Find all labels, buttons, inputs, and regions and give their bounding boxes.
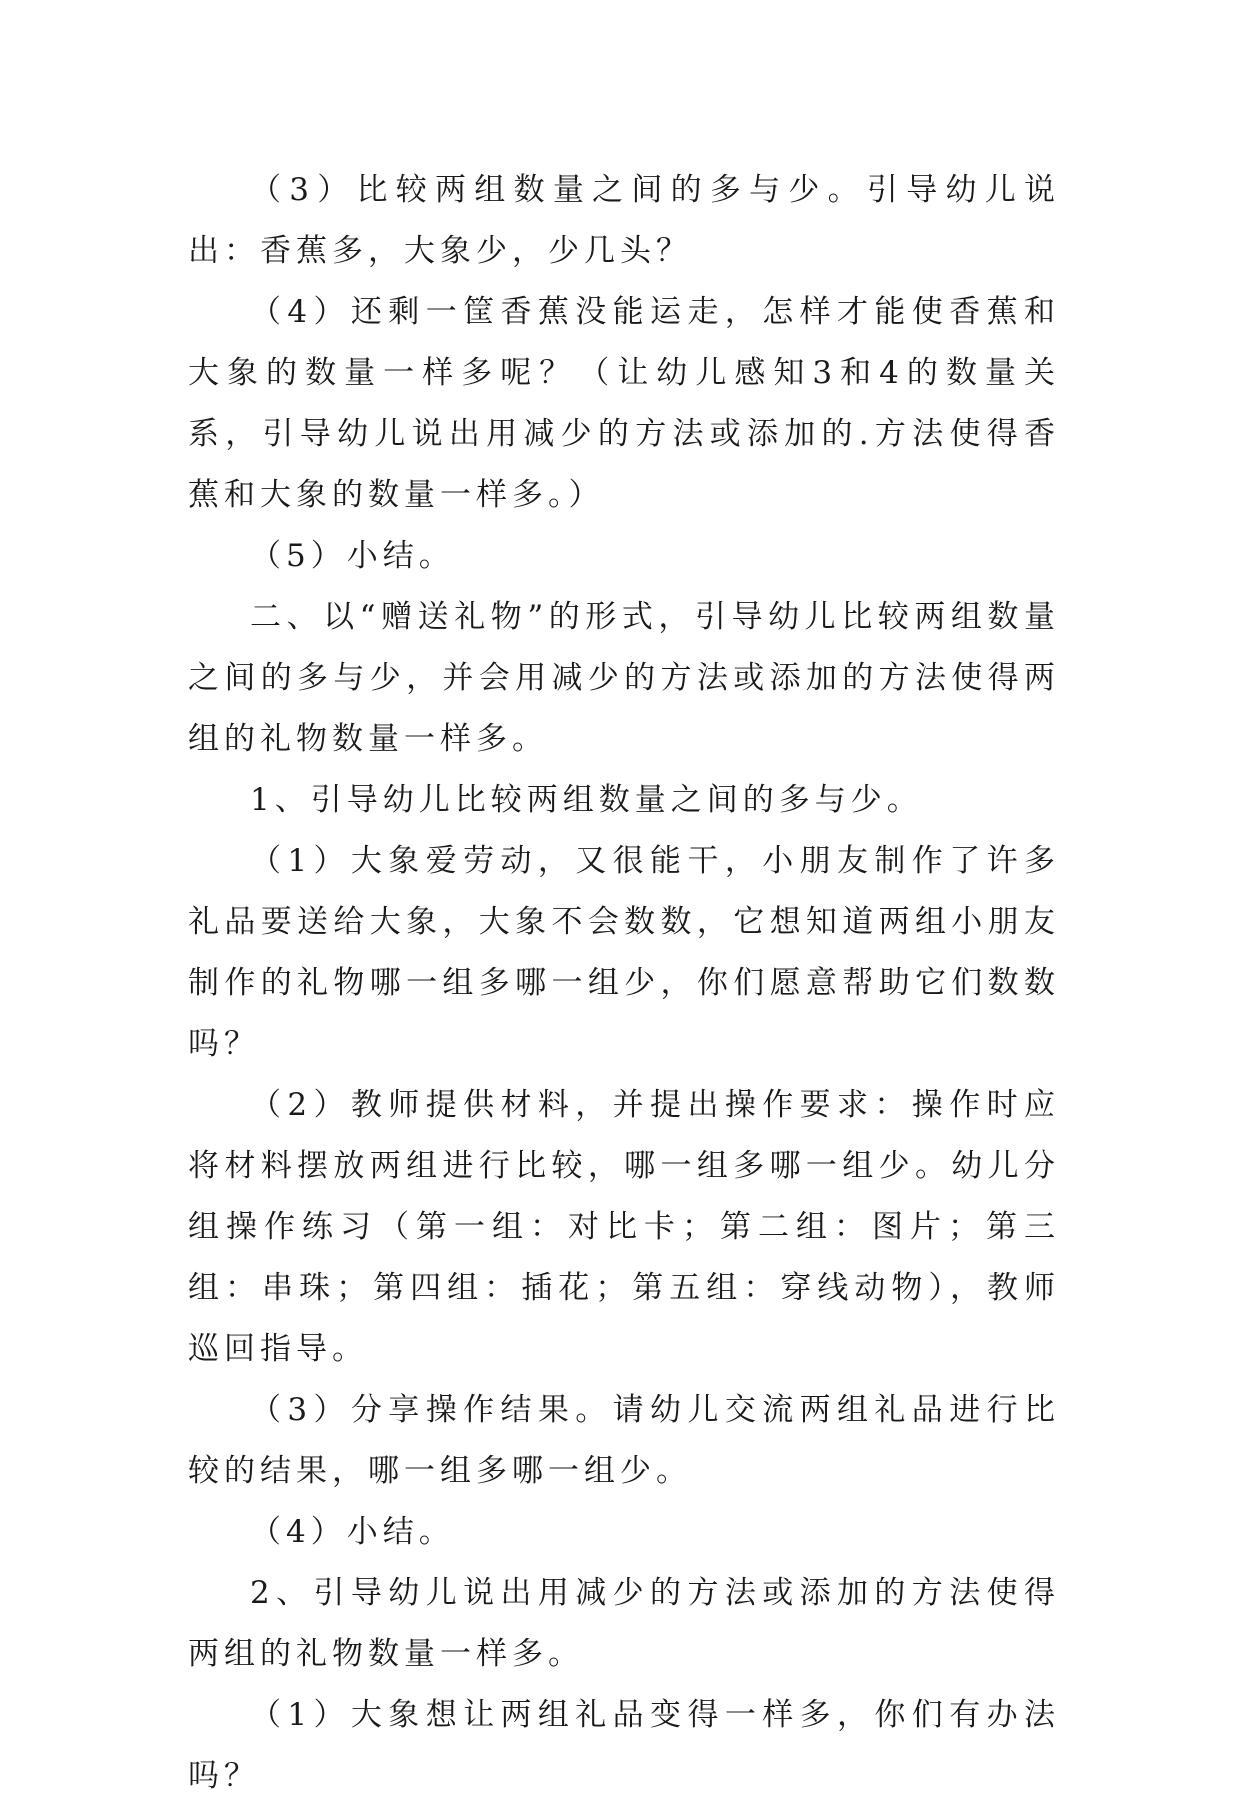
paragraph-summary-4: （4）小结。 (250, 1514, 455, 1550)
document-body (188, 160, 1060, 1807)
paragraph-make-equal: （1）大象想让两组礼品变得一样多，你们有办法吗？ (188, 1697, 1060, 1794)
paragraph-teacher-materials: （2）教师提供材料，并提出操作要求：操作时应将材料摆放两组进行比较，哪一组多哪一组少。幼儿分组操作练习（第一组：对比卡；第二组：图片；第三组：串珠；第四组：插花；第五组：穿线动物），教师巡回指导。 (188, 1087, 1060, 1367)
paragraph-step-1: 1、引导幼儿比较两组数量之间的多与少。 (250, 782, 923, 818)
paragraph-section-two-gifts: 二、以“赠送礼物”的形式，引导幼儿比较两组数量之间的多与少，并会用减少的方法或添加的方法使得两组的礼物数量一样多。 (188, 599, 1060, 757)
paragraph-elephant-gifts: （1）大象爱劳动，又很能干，小朋友制作了许多礼品要送给大象，大象不会数数，它想知道两组小朋友制作的礼物哪一组多哪一组少，你们愿意帮助它们数数吗？ (188, 843, 1060, 1062)
paragraph-remaining-basket: （4）还剩一筐香蕉没能运走，怎样才能使香蕉和大象的数量一样多呢？（让幼儿感知3和4的数量关系，引导幼儿说出用减少的方法或添加的.方法使得香蕉和大象的数量一样多。） (188, 294, 1060, 513)
paragraph-share-results: （3）分享操作结果。请幼儿交流两组礼品进行比较的结果，哪一组多哪一组少。 (188, 1392, 1060, 1489)
paragraph-step-2: 2、引导幼儿说出用减少的方法或添加的方法使得两组的礼物数量一样多。 (188, 1575, 1060, 1672)
paragraph-compare-bananas-elephants: （3）比较两组数量之间的多与少。引导幼儿说出：香蕉多，大象少，少几头？ (188, 172, 1060, 269)
paragraph-summary-5: （5）小结。 (250, 538, 455, 574)
